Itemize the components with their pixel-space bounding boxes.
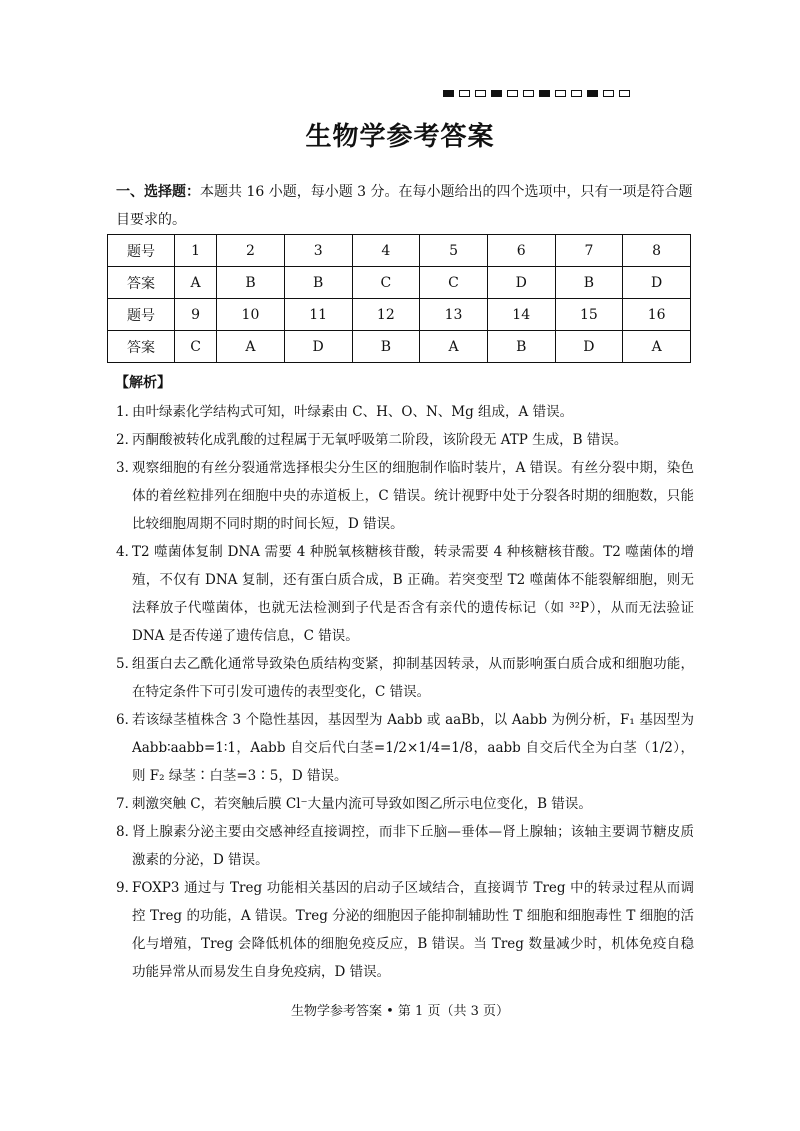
table-cell: A <box>623 331 691 363</box>
row-label: 答案 <box>108 267 175 299</box>
table-cell: 1 <box>175 235 217 267</box>
section-heading-text: 本题共 16 小题，每小题 3 分。在每小题给出的四个选项中，只有一项是符合题目要求的。 <box>116 184 693 228</box>
table-cell: 5 <box>420 235 488 267</box>
empty-square-mark <box>459 90 470 97</box>
row-label: 答案 <box>108 331 175 363</box>
filled-square-mark <box>443 90 454 97</box>
table-cell: 12 <box>352 299 420 331</box>
item-number: 4． <box>116 544 139 560</box>
table-cell: 10 <box>217 299 285 331</box>
header-marks <box>443 90 630 97</box>
row-label: 题号 <box>108 235 175 267</box>
item-text: 刺激突触 C，若突触后膜 Cl⁻大量内流可导致如图乙所示电位变化，B 错误。 <box>132 796 592 812</box>
item-text: 若该绿茎植株含 3 个隐性基因，基因型为 Aabb 或 aaBb，以 Aabb 为例分析，F₁ 基因型为 Aabb∶aabb=1∶1，Aabb 自交后代白茎=1/2×1/4=1/8，aabb 自交后代全为白茎（1/2），则 F₂ 绿茎∶白茎=3∶5，D 错误。 <box>132 712 694 784</box>
item-text: FOXP3 通过与 Treg 功能相关基因的启动子区域结合，直接调节 Treg 中的转录过程从而调控 Treg 的功能，A 错误。Treg 分泌的细胞因子能抑制辅助性 T 细胞和细胞毒性 T 细胞的活化与增殖，Treg 会降低机体的细胞免疫反应，B 错误。当 Treg 数量减少时，机体免疫自稳功能异常从而易发生自身免疫病，D 错误。 <box>132 880 694 980</box>
item-text: 组蛋白去乙酰化通常导致染色质结构变紧，抑制基因转录，从而影响蛋白质合成和细胞功能，在特定条件下可引发可遗传的表型变化，C 错误。 <box>132 656 694 700</box>
empty-square-mark <box>475 90 486 97</box>
item-text: T2 噬菌体复制 DNA 需要 4 种脱氧核糖核苷酸，转录需要 4 种核糖核苷酸。T2 噬菌体的增殖，不仅有 DNA 复制，还有蛋白质合成，B 正确。若突变型 T2 噬菌体不能裂解细胞，则无法释放子代噬菌体，也就无法检测到子代是否含有亲代的遗传标记（如 ³²P），从而无法验证 DNA 是否传递了遗传信息，C 错误。 <box>132 544 694 644</box>
table-cell: 11 <box>284 299 352 331</box>
list-item <box>116 706 694 790</box>
empty-square-mark <box>571 90 582 97</box>
empty-square-mark <box>619 90 630 97</box>
item-number: 8． <box>116 824 139 840</box>
item-text: 由叶绿素化学结构式可知，叶绿素由 C、H、O、N、Mg 组成，A 错误。 <box>132 404 574 420</box>
table-cell: 2 <box>217 235 285 267</box>
analysis-list <box>116 398 694 986</box>
filled-square-mark <box>539 90 550 97</box>
table-cell: A <box>420 331 488 363</box>
table-cell: D <box>623 267 691 299</box>
list-item <box>116 650 694 706</box>
list-item <box>116 818 694 874</box>
table-cell: D <box>284 331 352 363</box>
list-item <box>116 398 694 426</box>
item-number: 6． <box>116 712 139 728</box>
table-cell: D <box>487 267 555 299</box>
list-item <box>116 790 694 818</box>
table-cell: 7 <box>555 235 623 267</box>
table-cell: 15 <box>555 299 623 331</box>
list-item <box>116 538 694 650</box>
table-row <box>108 235 691 267</box>
table-cell: 16 <box>623 299 691 331</box>
table-cell: 3 <box>284 235 352 267</box>
item-text: 肾上腺素分泌主要由交感神经直接调控，而非下丘脑—垂体—肾上腺轴；该轴主要调节糖皮质激素的分泌，D 错误。 <box>132 824 694 868</box>
table-cell: A <box>217 331 285 363</box>
table-cell: C <box>352 267 420 299</box>
filled-square-mark <box>491 90 502 97</box>
table-cell: A <box>175 267 217 299</box>
list-item <box>116 426 694 454</box>
answer-table <box>107 234 691 363</box>
item-number: 7． <box>116 796 139 812</box>
empty-square-mark <box>603 90 614 97</box>
empty-square-mark <box>555 90 566 97</box>
page-footer: 生物学参考答案 • 第 1 页（共 3 页） <box>290 1004 509 1019</box>
table-cell: 6 <box>487 235 555 267</box>
item-number: 5． <box>116 656 139 672</box>
table-cell: B <box>555 267 623 299</box>
item-text: 丙酮酸被转化成乳酸的过程属于无氧呼吸第二阶段，该阶段无 ATP 生成，B 错误。 <box>132 432 628 448</box>
table-row <box>108 267 691 299</box>
table-cell: D <box>555 331 623 363</box>
table-cell: B <box>217 267 285 299</box>
table-cell: C <box>175 331 217 363</box>
item-text: 观察细胞的有丝分裂通常选择根尖分生区的细胞制作临时装片，A 错误。有丝分裂中期，染色体的着丝粒排列在细胞中央的赤道板上，C 错误。统计视野中处于分裂各时期的细胞数，只能比较细胞周期不同时期的时间长短，D 错误。 <box>132 460 694 532</box>
item-number: 9． <box>116 880 139 896</box>
section-heading-label: 一、选择题： <box>116 184 200 200</box>
table-row <box>108 299 691 331</box>
table-cell: 9 <box>175 299 217 331</box>
filled-square-mark <box>587 90 598 97</box>
table-cell: B <box>487 331 555 363</box>
table-row <box>108 331 691 363</box>
section-heading <box>116 178 696 234</box>
table-cell: 4 <box>352 235 420 267</box>
table-cell: B <box>284 267 352 299</box>
table-cell: B <box>352 331 420 363</box>
row-label: 题号 <box>108 299 175 331</box>
table-cell: C <box>420 267 488 299</box>
list-item <box>116 874 694 986</box>
page-title: 生物学参考答案 <box>305 122 495 152</box>
list-item <box>116 454 694 538</box>
analysis-title: 【解析】 <box>115 375 171 391</box>
item-number: 1． <box>116 404 139 420</box>
table-cell: 14 <box>487 299 555 331</box>
item-number: 2． <box>116 432 139 448</box>
item-number: 3． <box>116 460 139 476</box>
empty-square-mark <box>523 90 534 97</box>
table-cell: 13 <box>420 299 488 331</box>
empty-square-mark <box>507 90 518 97</box>
table-cell: 8 <box>623 235 691 267</box>
